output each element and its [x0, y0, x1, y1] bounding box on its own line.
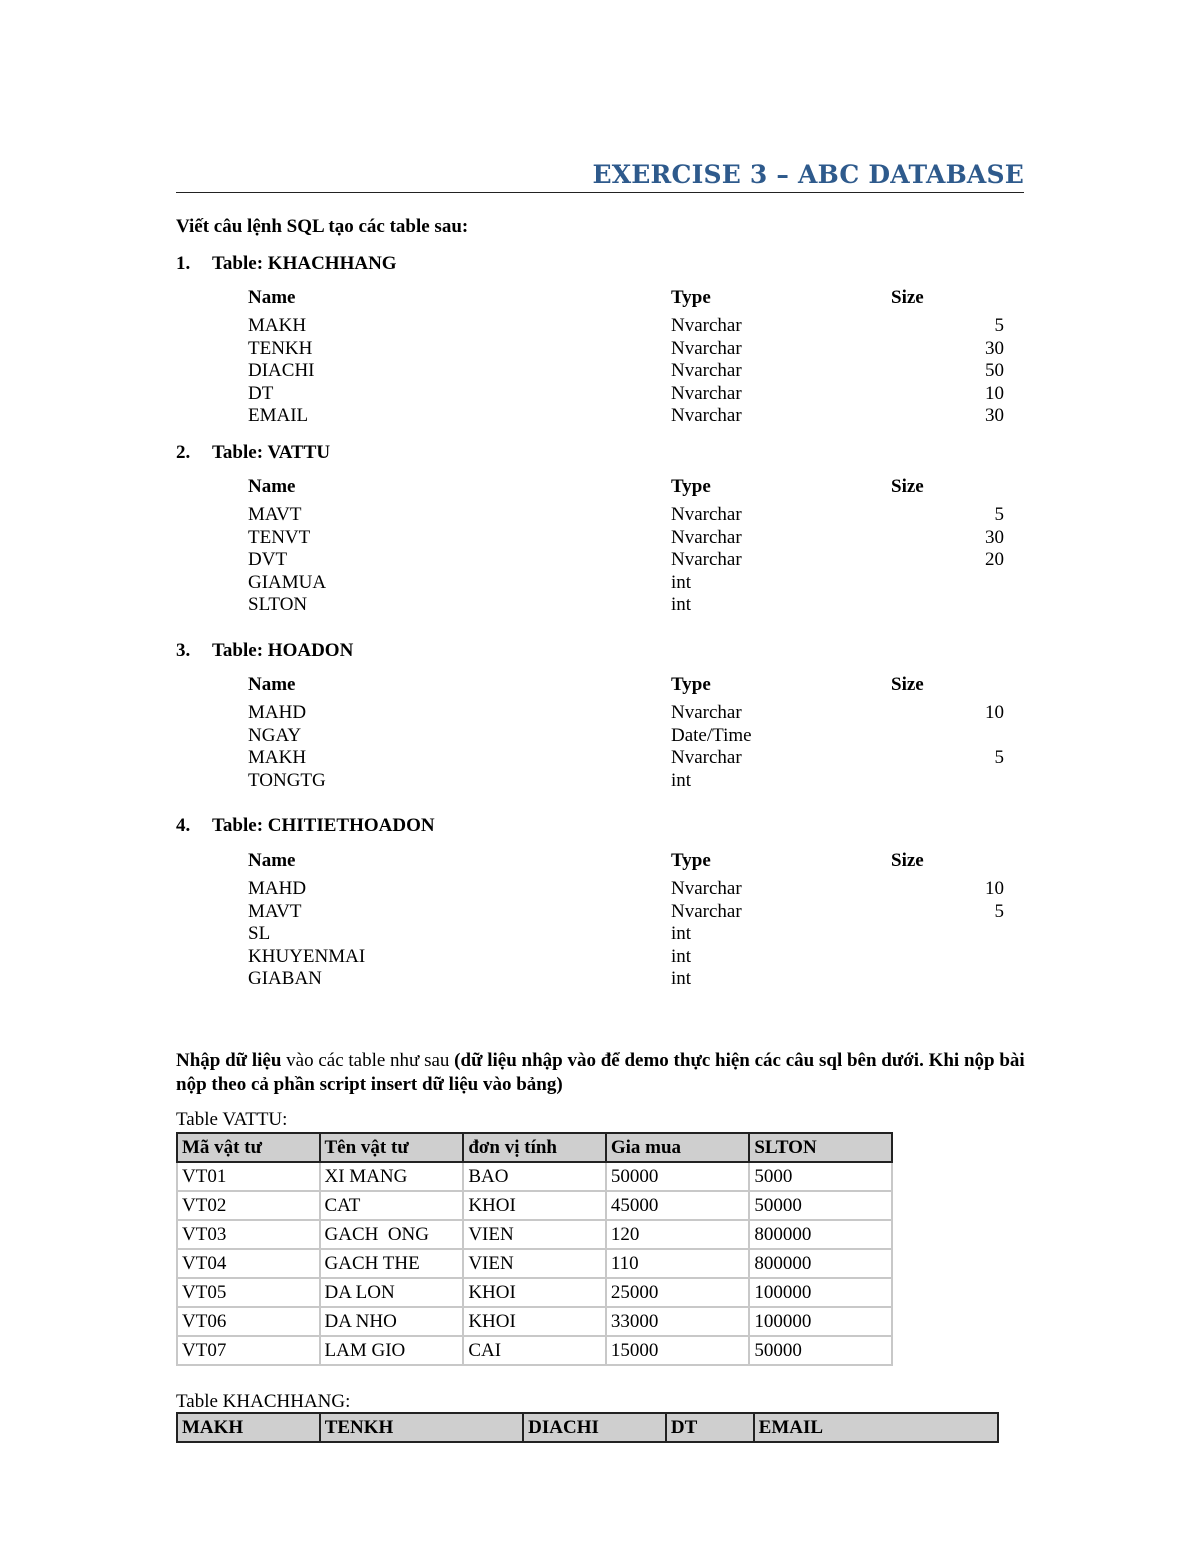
table-cell: 5000 — [749, 1162, 892, 1191]
section-title: Table: VATTU — [212, 442, 331, 463]
table-cell: VIEN — [463, 1220, 606, 1249]
khachhang-table-caption: Table KHACHHANG: — [176, 1391, 351, 1412]
table-row — [177, 1278, 892, 1307]
type-header: Type — [671, 850, 711, 871]
field-name: DIACHI — [248, 360, 315, 382]
table-cell: 50000 — [606, 1162, 750, 1191]
field-name: GIAMUA — [248, 571, 327, 593]
table-cell: VT03 — [177, 1220, 320, 1249]
table-cell: CAT — [320, 1191, 464, 1220]
section-number: 1. — [176, 253, 191, 274]
intro-text: Viết câu lệnh SQL tạo các table sau: — [176, 216, 469, 237]
field-row — [248, 315, 1008, 338]
field-size: 50 — [985, 360, 1004, 382]
field-row — [248, 527, 1008, 550]
field-row — [248, 946, 1008, 969]
column-header: EMAIL — [754, 1413, 998, 1442]
field-name: DT — [248, 382, 274, 404]
table-cell: 120 — [606, 1220, 750, 1249]
field-type: Nvarchar — [671, 504, 742, 525]
field-type: Nvarchar — [671, 337, 742, 359]
field-table-chitiethoadon — [248, 850, 1008, 991]
field-size: 5 — [994, 315, 1004, 336]
field-name: SL — [248, 923, 271, 945]
field-row — [248, 504, 1008, 527]
field-row — [248, 747, 1008, 770]
field-row — [248, 360, 1008, 383]
field-size: 30 — [985, 405, 1004, 427]
table-cell: 800000 — [749, 1220, 892, 1249]
field-row — [248, 702, 1008, 725]
table-cell: 50000 — [749, 1336, 892, 1365]
field-row — [248, 725, 1008, 748]
name-header: Name — [248, 476, 296, 497]
section-title: Table: CHITIETHOADON — [212, 815, 435, 836]
field-table-khachhang — [248, 287, 1008, 428]
table-cell: CAI — [463, 1336, 606, 1365]
field-type: Nvarchar — [671, 878, 742, 899]
field-name: KHUYENMAI — [248, 945, 366, 967]
field-type: Nvarchar — [671, 549, 742, 571]
table-cell: DA NHO — [320, 1307, 464, 1336]
size-header: Size — [891, 850, 924, 871]
field-name: MAKH — [248, 315, 307, 336]
section-number: 2. — [176, 442, 191, 463]
table-cell: 100000 — [749, 1278, 892, 1307]
table-cell: KHOI — [463, 1307, 606, 1336]
column-header: Gia mua — [606, 1133, 750, 1162]
field-type: Nvarchar — [671, 382, 742, 404]
field-type: int — [671, 594, 692, 616]
section-number: 3. — [176, 640, 191, 661]
column-header: đơn vị tính — [463, 1133, 606, 1162]
title-divider — [176, 192, 1024, 193]
vattu-table-caption: Table VATTU: — [176, 1109, 288, 1130]
page-title: EXERCISE 3 – ABC DATABASE — [592, 160, 1024, 189]
field-type: Nvarchar — [671, 360, 742, 382]
field-size: 5 — [994, 900, 1004, 922]
field-row — [248, 923, 1008, 946]
field-type: Date/Time — [671, 724, 752, 746]
table-cell: KHOI — [463, 1191, 606, 1220]
size-header: Size — [891, 674, 924, 695]
field-name: TENKH — [248, 337, 313, 359]
field-name: DVT — [248, 549, 288, 571]
field-type: Nvarchar — [671, 526, 742, 548]
column-header: SLTON — [749, 1133, 892, 1162]
table-cell: VIEN — [463, 1249, 606, 1278]
table-row — [177, 1336, 892, 1365]
field-type: int — [671, 571, 692, 593]
table-cell: 50000 — [749, 1191, 892, 1220]
table-cell: VT01 — [177, 1162, 320, 1191]
field-type: Nvarchar — [671, 315, 742, 336]
column-header: Tên vật tư — [320, 1133, 464, 1162]
field-row — [248, 878, 1008, 901]
type-header: Type — [671, 674, 711, 695]
field-type: int — [671, 769, 692, 791]
table-cell: 45000 — [606, 1191, 750, 1220]
field-size: 10 — [985, 878, 1004, 899]
name-header: Name — [248, 850, 296, 871]
table-row — [177, 1307, 892, 1336]
field-type: Nvarchar — [671, 747, 742, 769]
field-name: GIABAN — [248, 968, 322, 990]
field-name: MAHD — [248, 702, 307, 723]
table-cell: VT04 — [177, 1249, 320, 1278]
table-cell: GACH ONG — [320, 1220, 464, 1249]
field-size: 20 — [985, 549, 1004, 571]
field-name: MAKH — [248, 747, 307, 769]
column-header: MAKH — [177, 1413, 320, 1442]
column-header: TENKH — [320, 1413, 523, 1442]
field-row — [248, 572, 1008, 595]
field-size: 5 — [994, 504, 1004, 525]
table-cell: 33000 — [606, 1307, 750, 1336]
data-entry-instructions — [176, 1049, 1036, 1097]
field-row — [248, 594, 1008, 617]
section-title: Table: KHACHHANG — [212, 253, 397, 274]
column-header: Mã vật tư — [177, 1133, 320, 1162]
type-header: Type — [671, 476, 711, 497]
field-type: int — [671, 968, 692, 990]
field-header-row — [248, 850, 1008, 878]
field-row — [248, 405, 1008, 428]
name-header: Name — [248, 287, 296, 308]
table-cell: VT02 — [177, 1191, 320, 1220]
field-size: 30 — [985, 337, 1004, 359]
vattu-data-table — [176, 1132, 893, 1366]
field-row — [248, 383, 1008, 406]
field-row — [248, 901, 1008, 924]
field-size: 30 — [985, 526, 1004, 548]
table-cell: LAM GIO — [320, 1336, 464, 1365]
field-row — [248, 338, 1008, 361]
type-header: Type — [671, 287, 711, 308]
field-row — [248, 770, 1008, 793]
table-cell: VT05 — [177, 1278, 320, 1307]
column-header: DIACHI — [523, 1413, 666, 1442]
field-type: int — [671, 923, 692, 945]
section-heading-hoadon — [176, 640, 353, 662]
size-header: Size — [891, 287, 924, 308]
table-cell: 15000 — [606, 1336, 750, 1365]
khachhang-data-table — [176, 1412, 999, 1443]
name-header: Name — [248, 674, 296, 695]
field-header-row — [248, 287, 1008, 315]
field-type: Nvarchar — [671, 405, 742, 427]
table-cell: XI MANG — [320, 1162, 464, 1191]
field-row — [248, 549, 1008, 572]
table-cell: VT07 — [177, 1336, 320, 1365]
note-bold-detail: (dữ liệu nhập vào để demo thực hiện các câu sql bên dưới. Khi nộp bài nộp theo cả phần script insert dữ liệu vào bảng) — [176, 1050, 1025, 1095]
note-bold-lead: Nhập dữ liệu — [176, 1050, 282, 1071]
field-name: NGAY — [248, 724, 302, 746]
field-table-vattu — [248, 476, 1008, 617]
field-table-hoadon — [248, 674, 1008, 792]
field-type: Nvarchar — [671, 900, 742, 922]
table-cell: VT06 — [177, 1307, 320, 1336]
table-cell: KHOI — [463, 1278, 606, 1307]
field-name: EMAIL — [248, 405, 309, 427]
table-header-row — [177, 1133, 892, 1162]
field-size: 10 — [985, 702, 1004, 723]
note-plain: vào các table như sau — [281, 1050, 455, 1071]
table-row — [177, 1162, 892, 1191]
field-header-row — [248, 674, 1008, 702]
table-cell: 100000 — [749, 1307, 892, 1336]
table-row — [177, 1220, 892, 1249]
table-cell: GACH THE — [320, 1249, 464, 1278]
field-size: 5 — [994, 747, 1004, 769]
table-cell: 110 — [606, 1249, 750, 1278]
section-number: 4. — [176, 815, 191, 836]
column-header: DT — [666, 1413, 754, 1442]
field-name: MAHD — [248, 878, 307, 899]
field-type: Nvarchar — [671, 702, 742, 723]
table-cell: 800000 — [749, 1249, 892, 1278]
table-row — [177, 1249, 892, 1278]
section-heading-chitiethoadon — [176, 815, 435, 837]
field-name: TENVT — [248, 526, 311, 548]
field-row — [248, 968, 1008, 991]
field-name: MAVT — [248, 504, 302, 525]
table-cell: BAO — [463, 1162, 606, 1191]
section-heading-vattu — [176, 442, 330, 464]
field-header-row — [248, 476, 1008, 504]
field-type: int — [671, 945, 692, 967]
field-name: SLTON — [248, 594, 308, 616]
table-row — [177, 1191, 892, 1220]
section-title: Table: HOADON — [212, 640, 354, 661]
section-heading-khachhang — [176, 253, 397, 275]
size-header: Size — [891, 476, 924, 497]
field-size: 10 — [985, 382, 1004, 404]
table-cell: DA LON — [320, 1278, 464, 1307]
table-cell: 25000 — [606, 1278, 750, 1307]
field-name: TONGTG — [248, 769, 326, 791]
table-header-row — [177, 1413, 998, 1442]
field-name: MAVT — [248, 900, 302, 922]
